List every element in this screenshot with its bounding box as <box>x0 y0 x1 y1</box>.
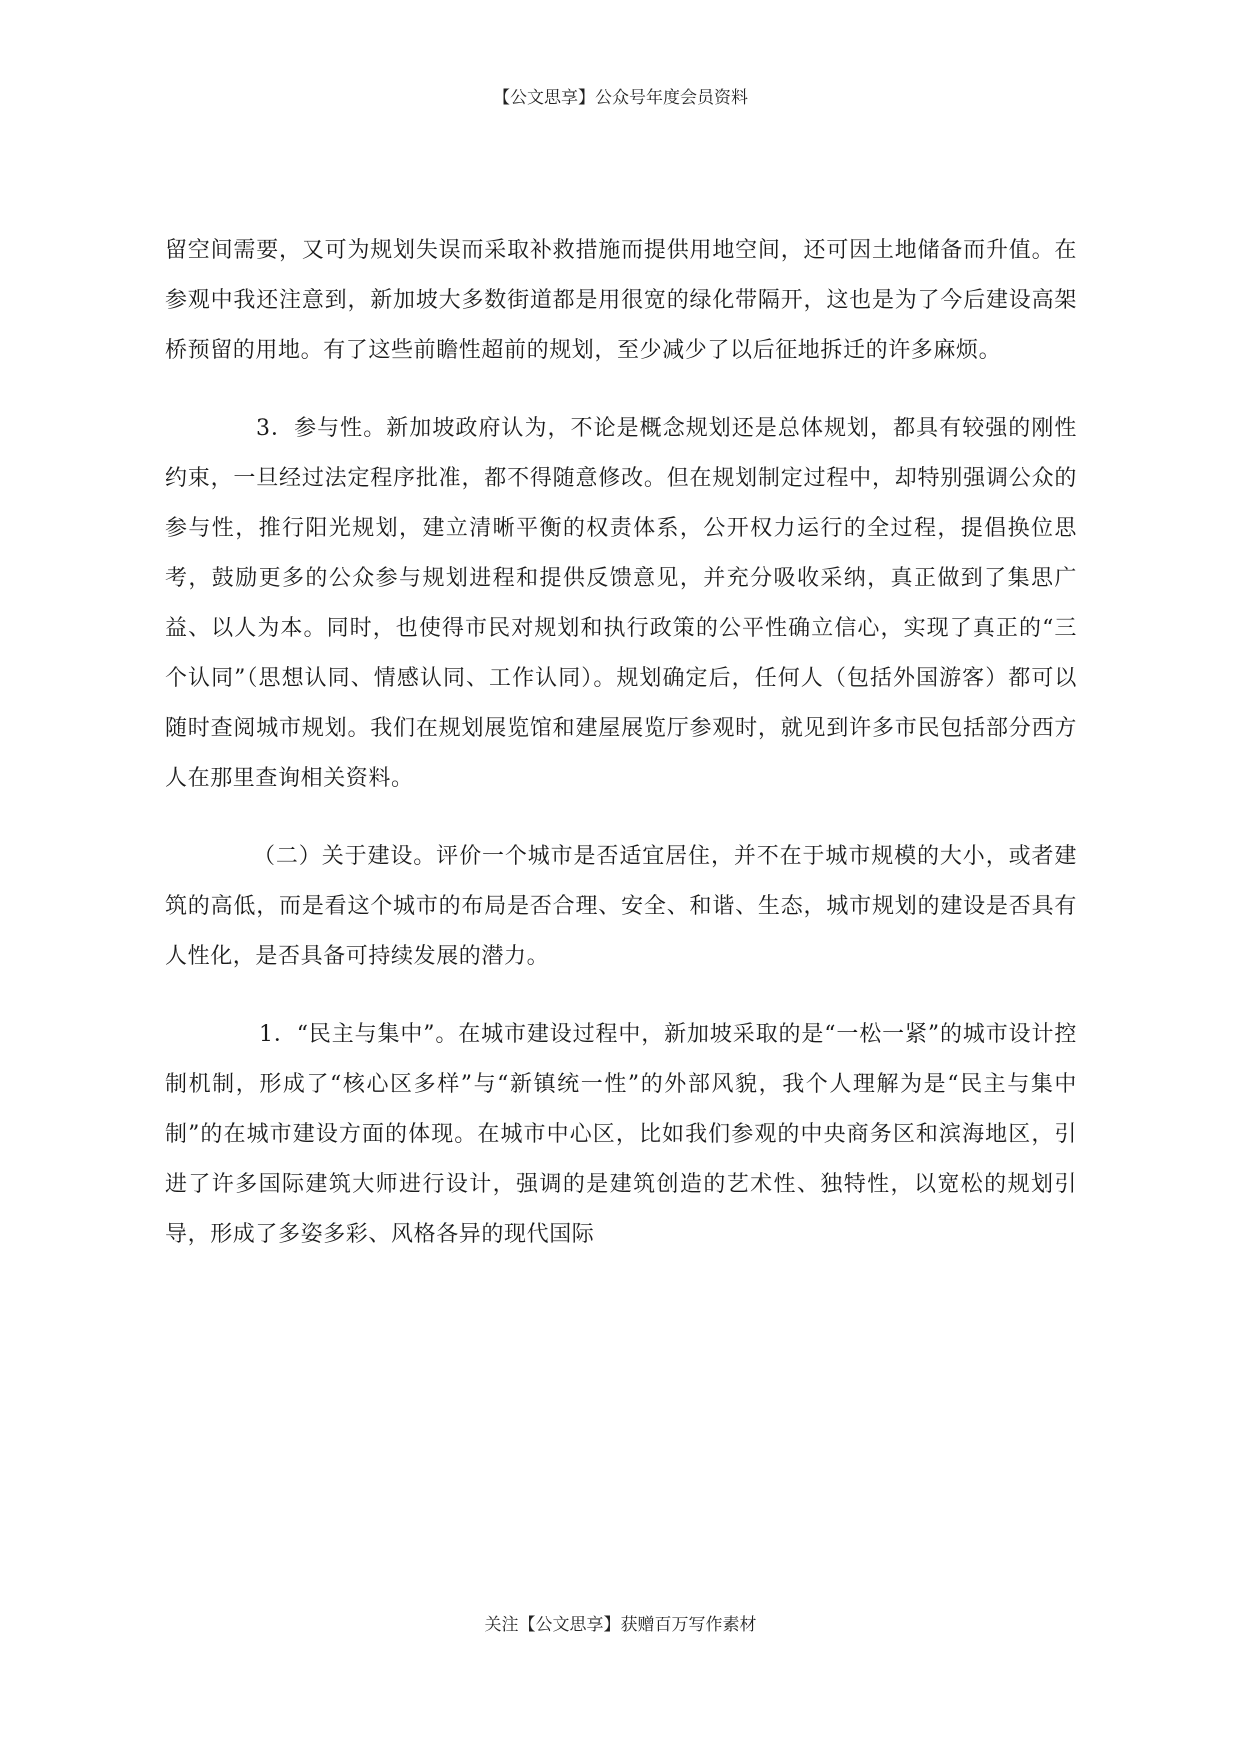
paragraph: 1．“民主与集中”。在城市建设过程中，新加坡采取的是“一松一紧”的城市设计控制机制，形成了“核心区多样”与“新镇统一性”的外部风貌，我个人理解为是“民主与集中制”的在城市建设方面的体现。在城市中心区，比如我们参观的中央商务区和滨海地区，引进了许多国际建筑大师进行设计，强调的是建筑创造的艺术性、独特性，以宽松的规划引导，形成了多姿多彩、风格各异的现代国际 <box>165 1022 1077 1247</box>
page-footer: 关注【公文思享】获赠百万写作素材 <box>484 1615 757 1635</box>
document-body <box>165 226 1077 1260</box>
page-header: 【公文思享】公众号年度会员资料 <box>493 88 748 108</box>
paragraph: （二）关于建设。评价一个城市是否适宜居住，并不在于城市规模的大小，或者建筑的高低，而是看这个城市的布局是否合理、安全、和谐、生态，城市规划的建设是否具有人性化，是否具备可持续发展的潜力。 <box>165 844 1077 969</box>
paragraph: 3．参与性。新加坡政府认为，不论是概念规划还是总体规划，都具有较强的刚性约束，一旦经过法定程序批准，都不得随意修改。但在规划制定过程中，却特别强调公众的参与性，推行阳光规划，建立清晰平衡的权责体系，公开权力运行的全过程，提倡换位思考，鼓励更多的公众参与规划进程和提供反馈意见，并充分吸收采纳，真正做到了集思广益、以人为本。同时，也使得市民对规划和执行政策的公平性确立信心，实现了真正的“三个认同”（思想认同、情感认同、工作认同）。规划确定后，任何人（包括外国游客）都可以随时查阅城市规划。我们在规划展览馆和建屋展览厅参观时，就见到许多市民包括部分西方人在那里查询相关资料。 <box>165 416 1077 791</box>
paragraph: 留空间需要，又可为规划失误而采取补救措施而提供用地空间，还可因土地储备而升值。在参观中我还注意到，新加坡大多数街道都是用很宽的绿化带隔开，这也是为了今后建设高架桥预留的用地。有了这些前瞻性超前的规划，至少减少了以后征地拆迁的许多麻烦。 <box>165 238 1077 363</box>
